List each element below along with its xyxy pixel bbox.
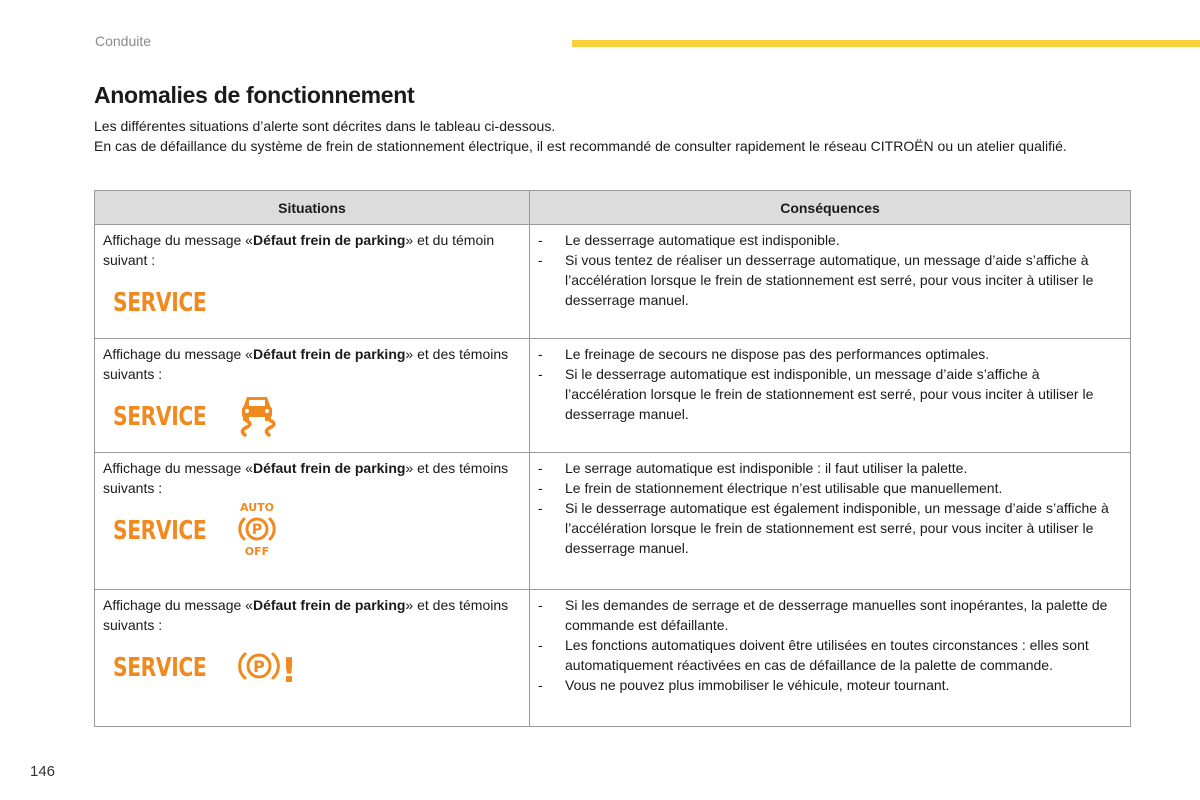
situation-post: » et des témoins suivants :: [103, 597, 509, 633]
service-warning-icon: SERVICE: [113, 653, 207, 683]
table-row: [95, 453, 1131, 590]
situation-pre: Affichage du message «: [103, 232, 253, 248]
situation-post: » et des témoins suivants :: [103, 346, 509, 382]
consequence-list: [536, 230, 1122, 310]
auto-park-off-icon: [233, 501, 281, 562]
off-text: OFF: [244, 544, 270, 557]
list-item: - Le frein de stationnement électrique n’est utilisable que manuellement.: [536, 478, 1122, 498]
consequence-cell: [530, 453, 1131, 590]
p-letter: P: [251, 521, 263, 538]
page-number: 146: [30, 763, 56, 780]
intro-paragraph: En cas de défaillance du système de frein de stationnement électrique, il est recommandé de consulter rapidement le réseau CITROËN ou un atelier qualifié.: [94, 138, 1067, 154]
header-accent-bar: [572, 40, 1200, 47]
consequence-list: [536, 344, 1122, 424]
list-item: - Le desserrage automatique est indisponible.: [536, 230, 1122, 250]
exclamation-mark: !: [281, 650, 297, 688]
situation-cell: [95, 225, 530, 339]
table-row: [95, 339, 1131, 453]
situation-text: [103, 230, 521, 270]
message-name: Défaut frein de parking: [252, 346, 406, 362]
intro-paragraph: Les différentes situations d’alerte sont décrites dans le tableau ci-dessous.: [94, 118, 556, 134]
list-item: - Le freinage de secours ne dispose pas des performances optimales.: [536, 344, 1122, 364]
message-name: Défaut frein de parking: [252, 597, 406, 613]
situation-cell: [95, 339, 530, 453]
situation-text: [103, 344, 521, 384]
message-name: Défaut frein de parking: [252, 460, 406, 476]
consequence-cell: [530, 590, 1131, 727]
situation-post: » et des témoins suivants :: [103, 460, 509, 496]
situation-cell: [95, 590, 530, 727]
warning-lights: [103, 388, 521, 446]
service-warning-icon: SERVICE: [113, 402, 207, 432]
list-item: - Si les demandes de serrage et de desserrage manuelles sont inopérantes, la palette de commande est défaillante.: [536, 595, 1122, 635]
skid-car-icon: [233, 391, 281, 444]
situation-pre: Affichage du message «: [103, 597, 253, 613]
header-situations: Situations: [95, 191, 530, 225]
consequence-cell: [530, 225, 1131, 339]
list-item: - Vous ne pouvez plus immobiliser le véhicule, moteur tournant.: [536, 675, 1122, 695]
list-item: - Si le desserrage automatique est également indisponible, un message d’aide s’affiche à l’accélération lorsque le frein de stationnement est serré, pour vous inciter à utiliser le desserrage manuel.: [536, 498, 1122, 558]
anomalies-table: [94, 190, 1131, 727]
message-name: Défaut frein de parking: [252, 232, 406, 248]
park-brake-fault-icon: [233, 644, 299, 693]
warning-lights: [103, 639, 521, 697]
table-row: [95, 590, 1131, 727]
header-consequences: Conséquences: [530, 191, 1131, 225]
table-row: [95, 225, 1131, 339]
service-warning-icon: SERVICE: [113, 288, 207, 318]
intro-text: [94, 116, 1124, 156]
consequence-cell: [530, 339, 1131, 453]
list-item: - Si vous tentez de réaliser un desserrage automatique, un message d’aide s’affiche à l’accélération lorsque le frein de stationnement est serré, pour vous inciter à utiliser le desserrage manuel.: [536, 250, 1122, 310]
table-header-row: [95, 191, 1131, 225]
list-item: - Si le desserrage automatique est indisponible, un message d’aide s’affiche à l’accélération lorsque le frein de stationnement est serré, pour vous inciter à utiliser le desserrage manuel.: [536, 364, 1122, 424]
list-item: - Les fonctions automatiques doivent être utilisées en toutes circonstances : elles sont automatiquement réactivées en cas de défaillance de la palette de commande.: [536, 635, 1122, 675]
page-title: Anomalies de fonctionnement: [94, 82, 415, 108]
auto-text: AUTO: [240, 500, 274, 514]
p-letter: P: [253, 656, 265, 676]
service-warning-icon: SERVICE: [113, 516, 207, 546]
list-item: - Le serrage automatique est indisponible : il faut utiliser la palette.: [536, 458, 1122, 478]
warning-lights: [103, 274, 521, 332]
situation-post: » et du témoin suivant :: [103, 232, 495, 268]
situation-pre: Affichage du message «: [103, 346, 253, 362]
situation-text: [103, 458, 521, 498]
consequence-list: [536, 595, 1122, 695]
situation-cell: [95, 453, 530, 590]
situation-text: [103, 595, 521, 635]
warning-lights: [103, 502, 521, 560]
consequence-list: [536, 458, 1122, 558]
situation-pre: Affichage du message «: [103, 460, 253, 476]
section-label: Conduite: [95, 33, 152, 49]
